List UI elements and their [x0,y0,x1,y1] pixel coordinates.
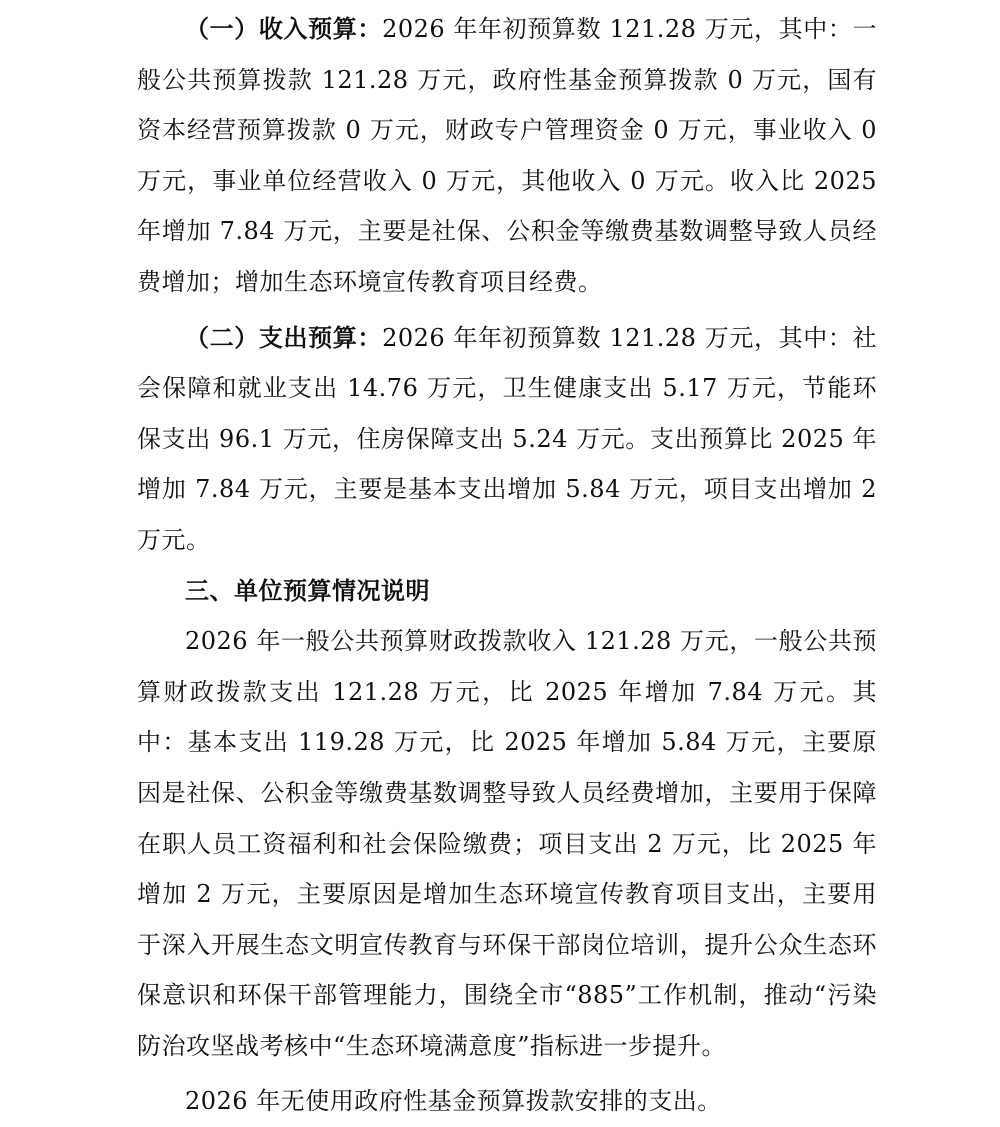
government-fund-paragraph: 2026 年无使用政府性基金预算拨款安排的支出。 [185,1087,722,1116]
income-budget-label: （一）收入预算： [185,14,383,43]
income-budget-text: 2026 年年初预算数 121.28 万元，其中：一般公共预算拨款 121.28 万元，政府性基金预算拨款 0 万元，国有资本经营预算拨款 0 万元，财政专户管理资金 0 万元，事业收入 0 万元，事业单位经营收入 0 万元，其他收入 0 万元。收入比 2025 年增加 7.84 万元，主要是社保、公积金等缴费基数调整导致人员经费增加；增加生态环境宣传教育项目经费。 [137,15,877,296]
expenditure-budget-label: （二）支出预算： [185,322,383,352]
unit-budget-paragraph: 2026 年一般公共预算财政拨款收入 121.28 万元，一般公共预算财政拨款支出 121.28 万元，比 2025 年增加 7.84 万元。其中：基本支出 119.28 万元，比 2025 年增加 5.84 万元，主要原因是社保、公积金等缴费基数调整导致人员经费增加，主要用于保障在职人员工资福利和社会保险缴费；项目支出 2 万元，比 2025 年增加 2 万元，主要原因是增加生态环境宣传教育项目支出，主要用于深入开展生态文明宣传教育与环保干部岗位培训，提升公众生态环保意识和环保干部管理能力，围绕全市“885”工作机制，推动“污染防治攻坚战考核中“生态环境满意度”指标进一步提升。 [137,627,877,1060]
document-page [137,4,877,1127]
section-heading: 三、单位预算情况说明 [185,575,430,605]
expenditure-budget-paragraph [137,313,877,566]
expenditure-budget-text: 2026 年年初预算数 121.28 万元，其中：社会保障和就业支出 14.76 万元，卫生健康支出 5.17 万元，节能环保支出 96.1 万元，住房保障支出 5.24 万元。支出预算比 2025 年增加 7.84 万元，主要是基本支出增加 5.84 万元，项目支出增加 2 万元。 [137,323,877,554]
income-budget-paragraph [137,4,877,308]
